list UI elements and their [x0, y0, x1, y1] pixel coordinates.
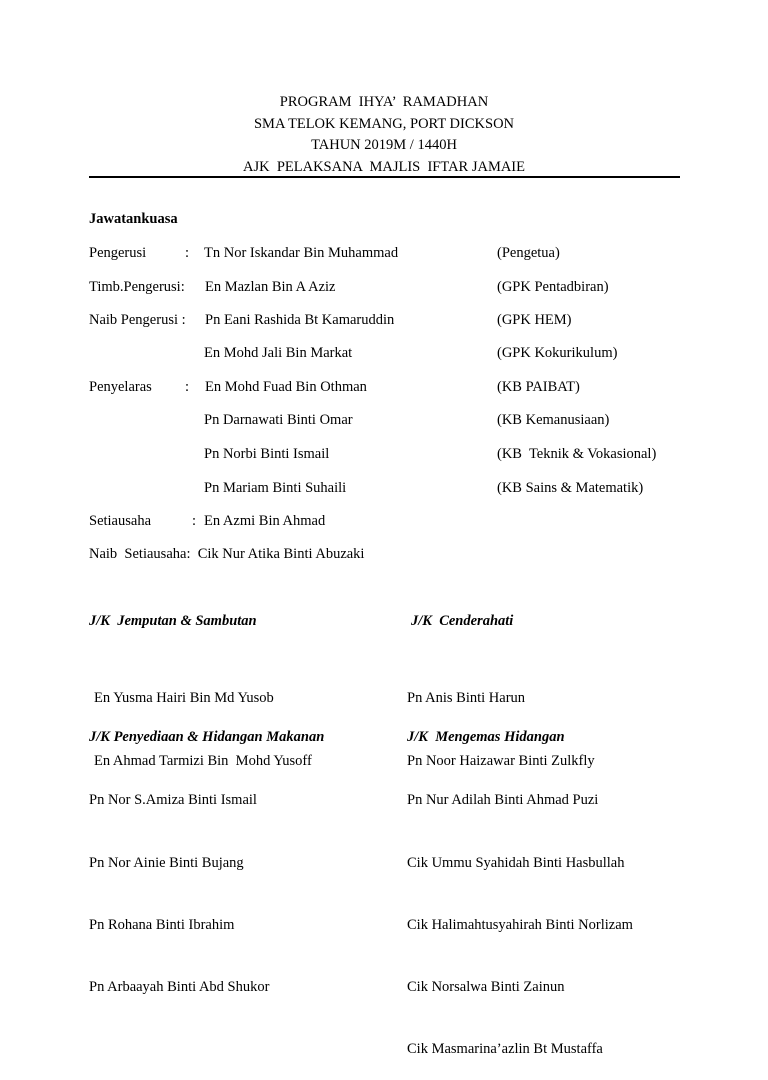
list-item: Cik Ummu Syahidah Binti Hasbullah [407, 854, 625, 871]
header-committee-title: AJK PELAKSANA MAJLIS IFTAR JAMAIE [242, 158, 525, 175]
list-item: Cik Masmarina’azlin Bt Mustaffa [407, 1040, 603, 1057]
committee-position: (KB Sains & Matematik) [497, 480, 644, 496]
list-item: Pn Anis Binti Harun [407, 690, 526, 706]
list-item: Pn Nor S.Amiza Binti Ismail [89, 792, 257, 809]
list-item: Pn Arbaayah Binti Abd Shukor [89, 978, 270, 995]
header-divider [89, 176, 680, 178]
committee-name: Pn Darnawati Binti Omar [204, 412, 353, 428]
committee-name: En Mazlan Bin A Aziz [205, 279, 336, 295]
list-item: Cik Halimahtusyahirah Binti Norlizam [407, 916, 633, 933]
committee-position: (Pengetua) [497, 245, 560, 261]
committee-role: Setiausaha [89, 513, 152, 529]
committee-name: En Azmi Bin Ahmad [204, 513, 326, 529]
committee-role: Penyelaras [89, 379, 152, 395]
list-item: En Ahmad Tarmizi Bin Mohd Yusoff [94, 753, 312, 769]
committee-position: (KB PAIBAT) [497, 379, 580, 395]
committee-position: (KB Teknik & Vokasional) [497, 446, 657, 462]
committee-name: En Mohd Fuad Bin Othman [205, 379, 367, 395]
jk-penyediaan-title: J/K Penyediaan & Hidangan Makanan [89, 729, 325, 745]
list-item: Pn Nur Adilah Binti Ahmad Puzi [407, 792, 599, 809]
committee-colon: : [192, 513, 197, 529]
committee-name: Pn Eani Rashida Bt Kamaruddin [205, 312, 395, 328]
committee-position: (GPK HEM) [497, 312, 572, 328]
committee-role: Timb.Pengerusi: [89, 279, 185, 295]
jk-cenderahati-title: J/K Cenderahati [411, 613, 514, 629]
list-item: Pn Rohana Binti Ibrahim [89, 916, 235, 933]
list-item: En Yusma Hairi Bin Md Yusob [94, 690, 274, 706]
committee-name: Pn Mariam Binti Suhaili [204, 480, 347, 496]
committee-position: (GPK Pentadbiran) [497, 279, 609, 295]
list-item: Pn Nor Ainie Binti Bujang [89, 854, 244, 871]
committee-name: Pn Norbi Binti Ismail [204, 446, 330, 462]
committee-role: Naib Pengerusi : [89, 312, 186, 328]
jk-mengemas-list [407, 749, 633, 1080]
committee-name: Tn Nor Iskandar Bin Muhammad [204, 245, 399, 261]
committee-role: Pengerusi [89, 245, 147, 261]
header-program-title: PROGRAM IHYA’ RAMADHAN [279, 94, 489, 110]
header-year: TAHUN 2019M / 1440H [311, 137, 457, 153]
jk-mengemas-title: J/K Mengemas Hidangan [407, 729, 565, 745]
list-item: Cik Norsalwa Binti Zainun [407, 978, 565, 995]
list-item: Pn Noor Haizawar Binti Zulkfly [407, 753, 595, 769]
committee-colon: : [185, 379, 190, 395]
committee-naib-setiausaha: Naib Setiausaha: Cik Nur Atika Binti Abuzaki [89, 546, 365, 562]
committee-position: (GPK Kokurikulum) [497, 345, 618, 361]
committee-name: En Mohd Jali Bin Markat [204, 345, 353, 361]
document-header [0, 92, 768, 178]
committee-heading: Jawatankuasa [89, 211, 178, 227]
committee-colon: : [185, 245, 190, 261]
committee-position: (KB Kemanusiaan) [497, 412, 610, 428]
jk-penyediaan-list [89, 749, 269, 1018]
jk-jemputan-title: J/K Jemputan & Sambutan [89, 613, 257, 629]
header-school-name: SMA TELOK KEMANG, PORT DICKSON [253, 115, 515, 132]
